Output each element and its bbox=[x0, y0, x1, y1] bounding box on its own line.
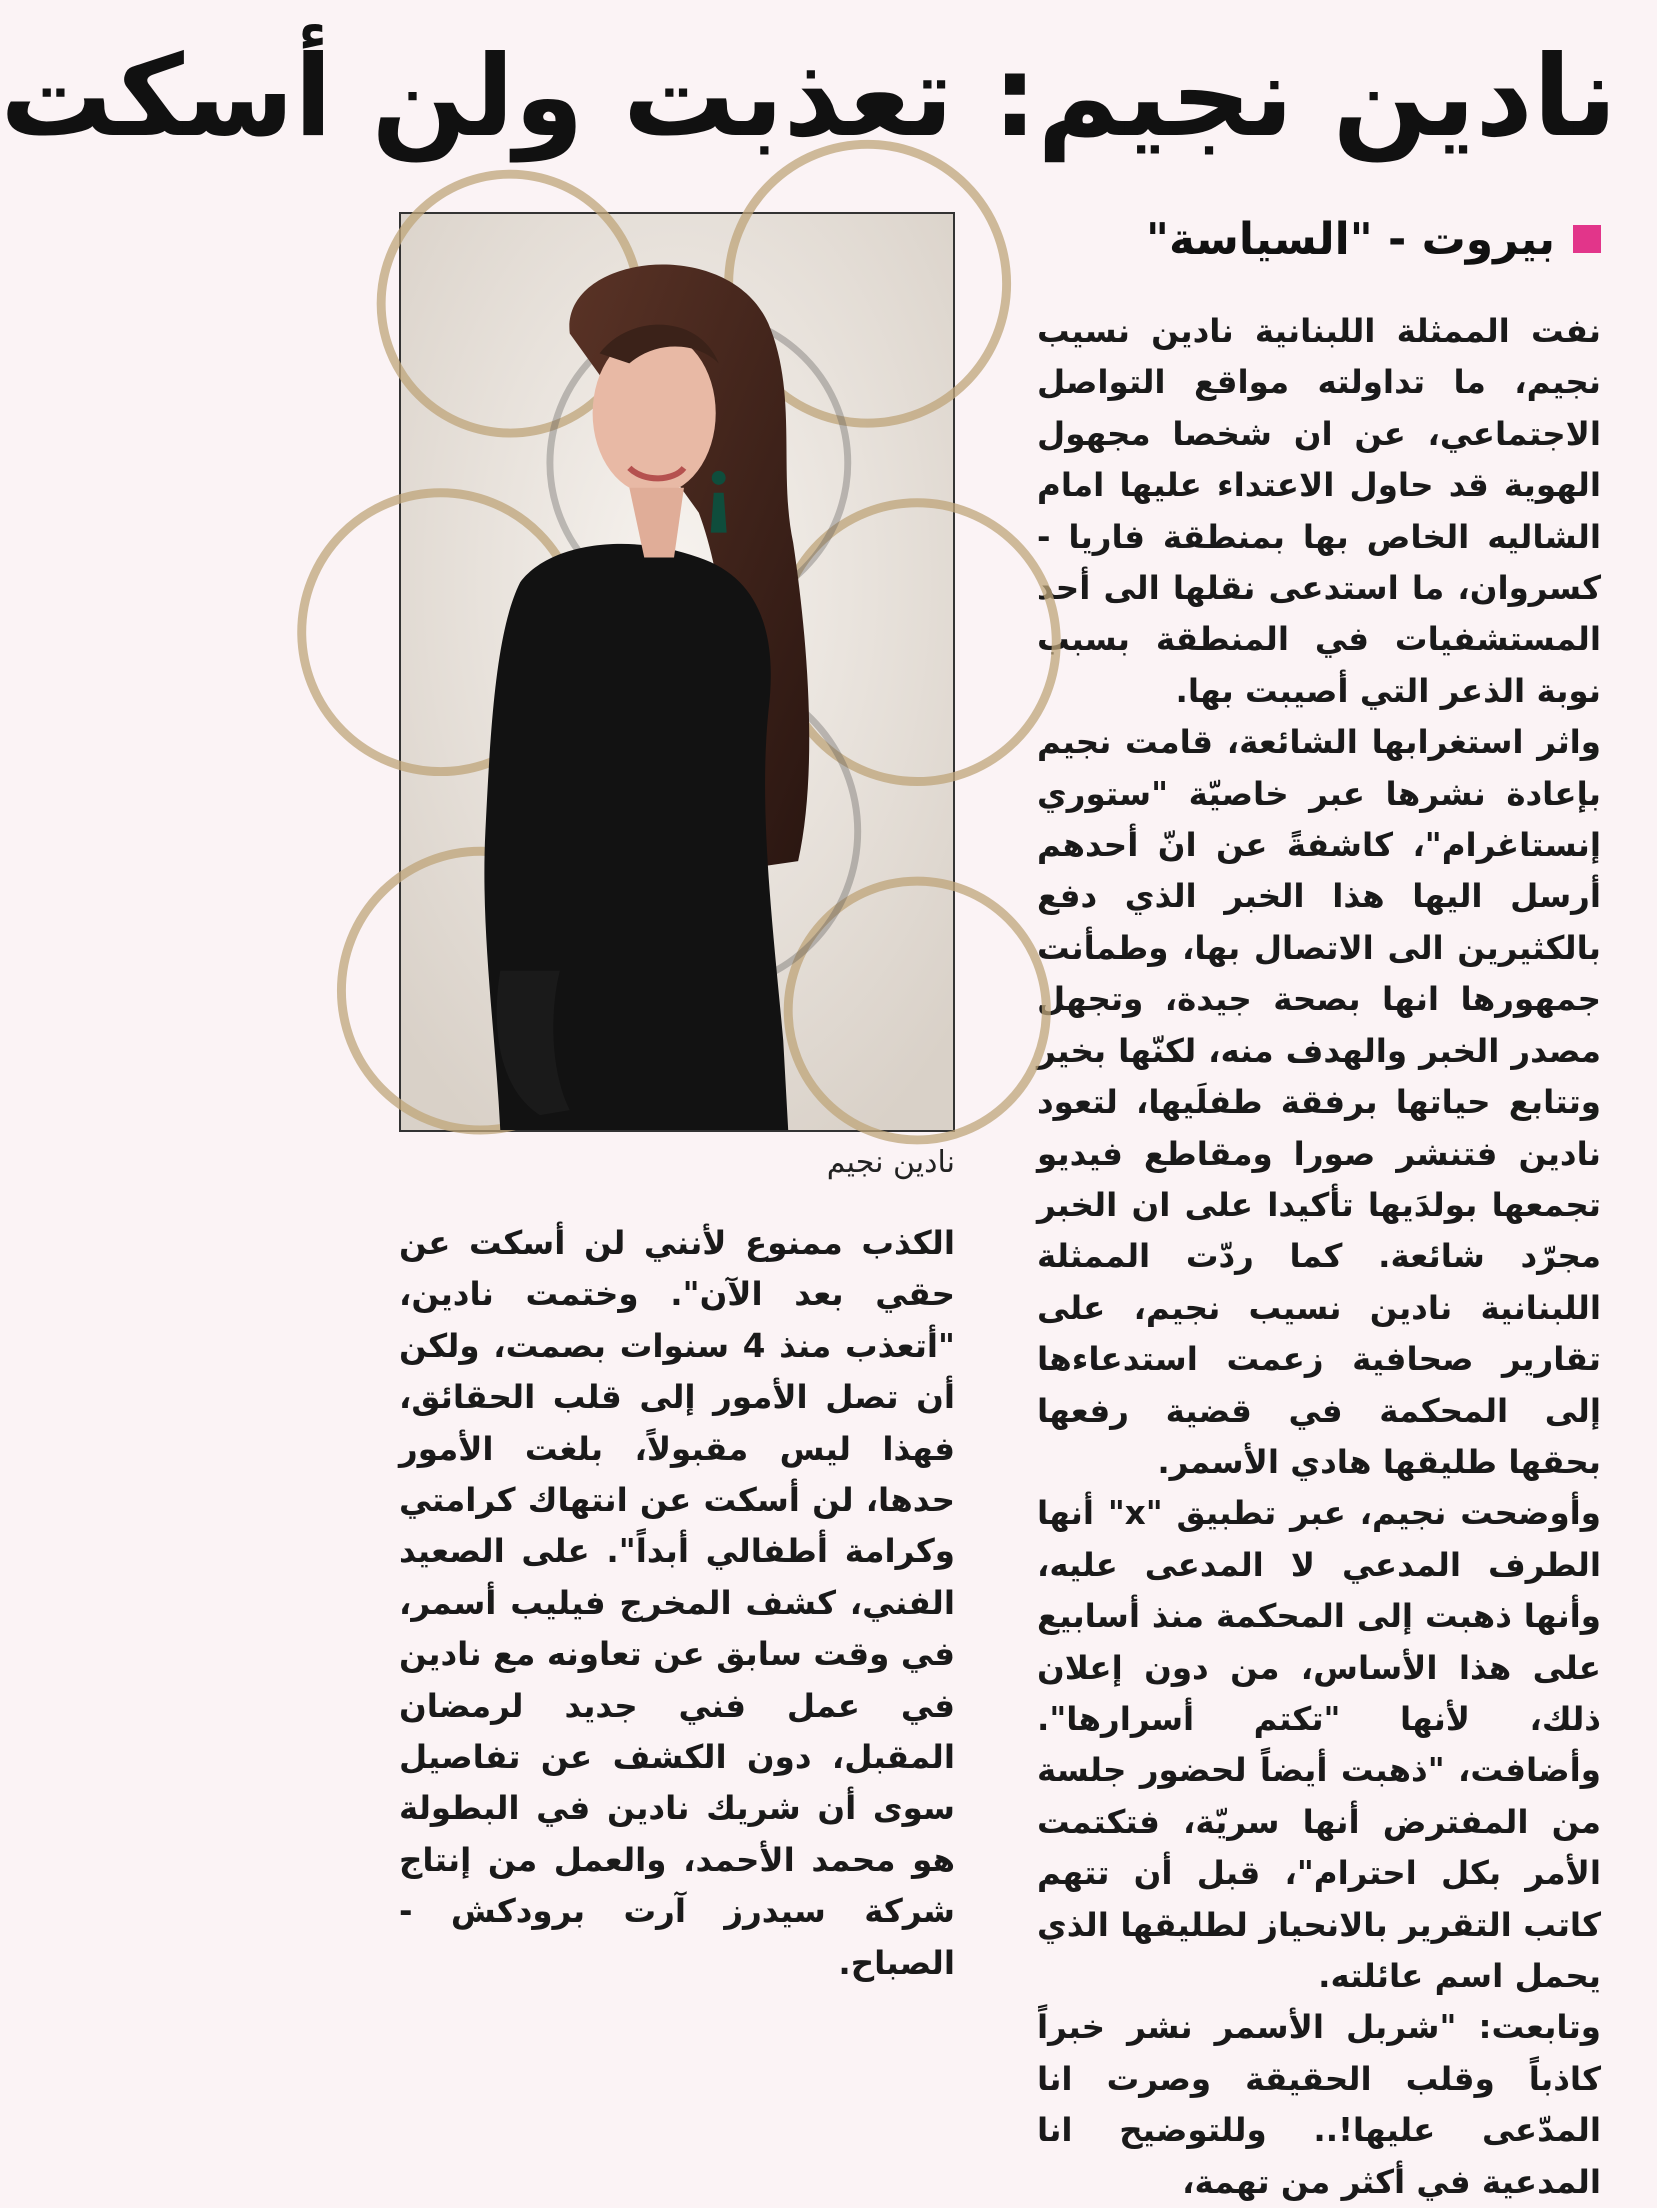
portrait-illustration bbox=[401, 214, 953, 1130]
article-headline: نادين نجيم: تعذبت ولن أسكت bbox=[0, 32, 1617, 162]
article-column-left bbox=[399, 1218, 955, 1989]
dateline bbox=[1146, 212, 1601, 266]
paragraph: وتابعت: "شربل الأسمر نشر خبراً كاذباً وقلب الحقيقة وصرت انا المدّعى عليها!.. وللتوضيح انا المدعية في أكثر من تهمة، bbox=[1037, 2008, 1601, 2201]
paragraph: وأوضحت نجيم، عبر تطبيق "x" أنها الطرف المدعي لا المدعى عليه، وأنها ذهبت إلى المحكمة منذ أسابيع على هذا الأساس، من دون إعلان ذلك، لأنها "تكتم أسرارها". وأضافت، "ذهبت أيضاً لحضور جلسة من المفترض أنها سريّة، فتكتمت الأمر بكل احترام"، قبل أن تتهم كاتب التقرير بالانحياز لطليقها الذي يحمل اسم عائلته. bbox=[1037, 1494, 1601, 1995]
paragraph: الكذب ممنوع لأنني لن أسكت عن حقي بعد الآن". وختمت نادين، "أتعذب منذ 4 سنوات بصمت، ولكن أن تصل الأمور إلى قلب الحقائق، فهذا ليس مقبولاً، بلغت الأمور حدها، لن أسكت عن انتهاك كرامتي وكرامة أطفالي أبداً". على الصعيد الفني، كشف المخرج فيليب أسمر، في وقت سابق عن تعاونه مع نادين في عمل فني جديد لرمضان المقبل، دون الكشف عن تفاصيل سوى أن شريك نادين في البطولة هو محمد الأحمد، والعمل من إنتاج شركة سيدرز آرت برودكش - الصباح. bbox=[399, 1224, 955, 1982]
section-marker-icon bbox=[1573, 225, 1601, 253]
paragraph: نفت الممثلة اللبنانية نادين نسيب نجيم، ما تداولته مواقع التواصل الاجتماعي، عن ان شخصا مجهول الهوية قد حاول الاعتداء عليها امام الشاليه الخاص بها بمنطقة فاريا - كسروان، ما استدعى نقلها الى أحد المستشفيات في المنطقة بسبب نوبة الذعر التي أصيبت بها. bbox=[1037, 312, 1601, 710]
article-column-right bbox=[1037, 306, 1601, 2208]
article-photo bbox=[399, 212, 955, 1132]
dateline-text: بيروت - "السياسة" bbox=[1146, 213, 1555, 265]
paragraph: واثر استغرابها الشائعة، قامت نجيم بإعادة نشرها عبر خاصيّة "ستوري إنستاغرام"، كاشفةً عن انّ أحدهم أرسل اليها هذا الخبر الذي دفع بالكثيرين الى الاتصال بها، وطمأنت جمهورها انها بصحة جيدة، وتجهل مصدر الخبر والهدف منه، لكنّها بخير وتتابع حياتها برفقة طفلَيها، لتعود نادين فتنشر صورا ومقاطع فيديو تجمعها بولدَيها تأكيدا على ان الخبر مجرّد شائعة. كما ردّت الممثلة اللبنانية نادين نسيب نجيم، على تقارير صحافية زعمت استدعاءها إلى المحكمة في قضية رفعها بحقها طليقها هادي الأسمر. bbox=[1037, 723, 1601, 1481]
photo-caption: نادين نجيم bbox=[826, 1145, 955, 1180]
